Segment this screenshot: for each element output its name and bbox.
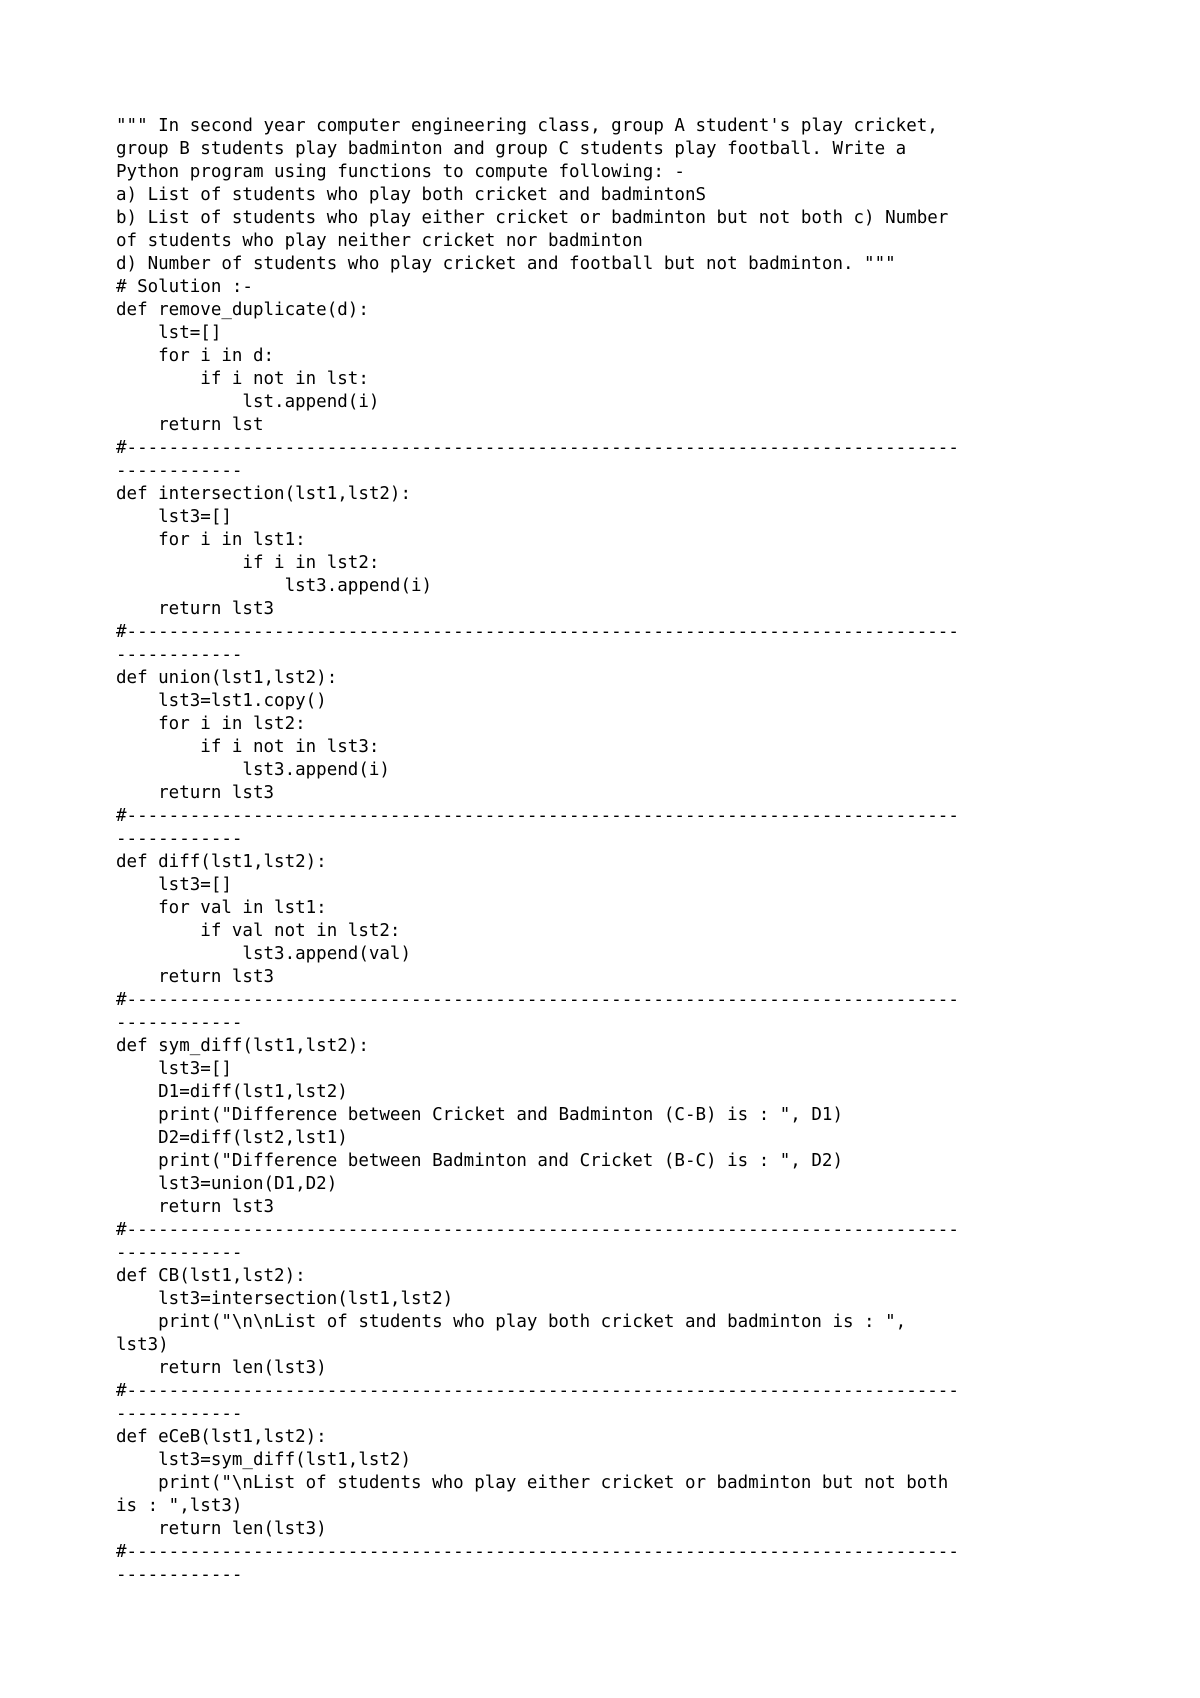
code-line: for val in lst1:: [116, 898, 327, 918]
code-line: for i in lst2:: [116, 714, 306, 734]
code-line: lst.append(i): [116, 392, 380, 412]
code-line: print("Difference between Badminton and Cricket (B-C) is : ", D2): [116, 1151, 843, 1171]
code-line: def union(lst1,lst2):: [116, 668, 338, 688]
code-line: #-------------------------------------------------------------------------------: [116, 806, 959, 826]
code-line: def sym_diff(lst1,lst2):: [116, 1036, 369, 1056]
code-line: lst3=lst1.copy(): [116, 691, 327, 711]
code-line: is : ",lst3): [116, 1496, 243, 1516]
code-line: b) List of students who play either cricket or badminton but not both c) Number: [116, 208, 949, 228]
code-line: """ In second year computer engineering class, group A student's play cricket,: [116, 116, 938, 136]
code-line: if i in lst2:: [116, 553, 380, 573]
code-line: lst3=sym_diff(lst1,lst2): [116, 1450, 412, 1470]
code-line: def diff(lst1,lst2):: [116, 852, 327, 872]
code-line: #-------------------------------------------------------------------------------: [116, 438, 959, 458]
code-line: a) List of students who play both cricket and badmintonS: [116, 185, 707, 205]
code-line: return lst3: [116, 599, 275, 619]
code-line: if i not in lst:: [116, 369, 369, 389]
code-line: ------------: [116, 645, 243, 665]
code-line: # Solution :-: [116, 277, 253, 297]
code-line: Python program using functions to compute following: -: [116, 162, 685, 182]
code-line: #-------------------------------------------------------------------------------: [116, 1220, 959, 1240]
code-line: lst3=[]: [116, 507, 232, 527]
code-line: lst3.append(val): [116, 944, 412, 964]
code-line: print("Difference between Cricket and Badminton (C-B) is : ", D1): [116, 1105, 843, 1125]
code-line: def remove_duplicate(d):: [116, 300, 369, 320]
code-line: if i not in lst3:: [116, 737, 380, 757]
code-line: print("\nList of students who play either cricket or badminton but not both: [116, 1473, 949, 1493]
code-listing: [116, 115, 959, 1587]
code-line: #-------------------------------------------------------------------------------: [116, 1381, 959, 1401]
code-line: ------------: [116, 829, 243, 849]
code-line: ------------: [116, 461, 243, 481]
code-line: return len(lst3): [116, 1519, 327, 1539]
code-line: for i in lst1:: [116, 530, 306, 550]
code-line: return len(lst3): [116, 1358, 327, 1378]
code-line: return lst3: [116, 967, 275, 987]
code-line: #-------------------------------------------------------------------------------: [116, 990, 959, 1010]
code-line: ------------: [116, 1404, 243, 1424]
code-line: #-------------------------------------------------------------------------------: [116, 1542, 959, 1562]
code-line: ------------: [116, 1013, 243, 1033]
code-line: def intersection(lst1,lst2):: [116, 484, 412, 504]
code-line: d) Number of students who play cricket and football but not badminton. """: [116, 254, 896, 274]
code-line: lst3=[]: [116, 1059, 232, 1079]
code-line: def CB(lst1,lst2):: [116, 1266, 306, 1286]
code-line: if val not in lst2:: [116, 921, 401, 941]
code-line: lst3): [116, 1335, 169, 1355]
code-line: ------------: [116, 1565, 243, 1585]
code-line: of students who play neither cricket nor badminton: [116, 231, 643, 251]
code-line: lst3.append(i): [116, 760, 390, 780]
code-line: def eCeB(lst1,lst2):: [116, 1427, 327, 1447]
code-line: #-------------------------------------------------------------------------------: [116, 622, 959, 642]
code-line: D1=diff(lst1,lst2): [116, 1082, 348, 1102]
code-line: D2=diff(lst2,lst1): [116, 1128, 348, 1148]
code-line: lst3=[]: [116, 875, 232, 895]
code-line: return lst: [116, 415, 264, 435]
code-line: return lst3: [116, 1197, 275, 1217]
code-line: print("\n\nList of students who play both cricket and badminton is : ",: [116, 1312, 907, 1332]
code-line: lst3=union(D1,D2): [116, 1174, 338, 1194]
code-line: for i in d:: [116, 346, 275, 366]
code-line: lst3.append(i): [116, 576, 433, 596]
code-line: lst3=intersection(lst1,lst2): [116, 1289, 454, 1309]
code-line: ------------: [116, 1243, 243, 1263]
code-line: return lst3: [116, 783, 275, 803]
code-line: group B students play badminton and group C students play football. Write a: [116, 139, 907, 159]
code-line: lst=[]: [116, 323, 222, 343]
